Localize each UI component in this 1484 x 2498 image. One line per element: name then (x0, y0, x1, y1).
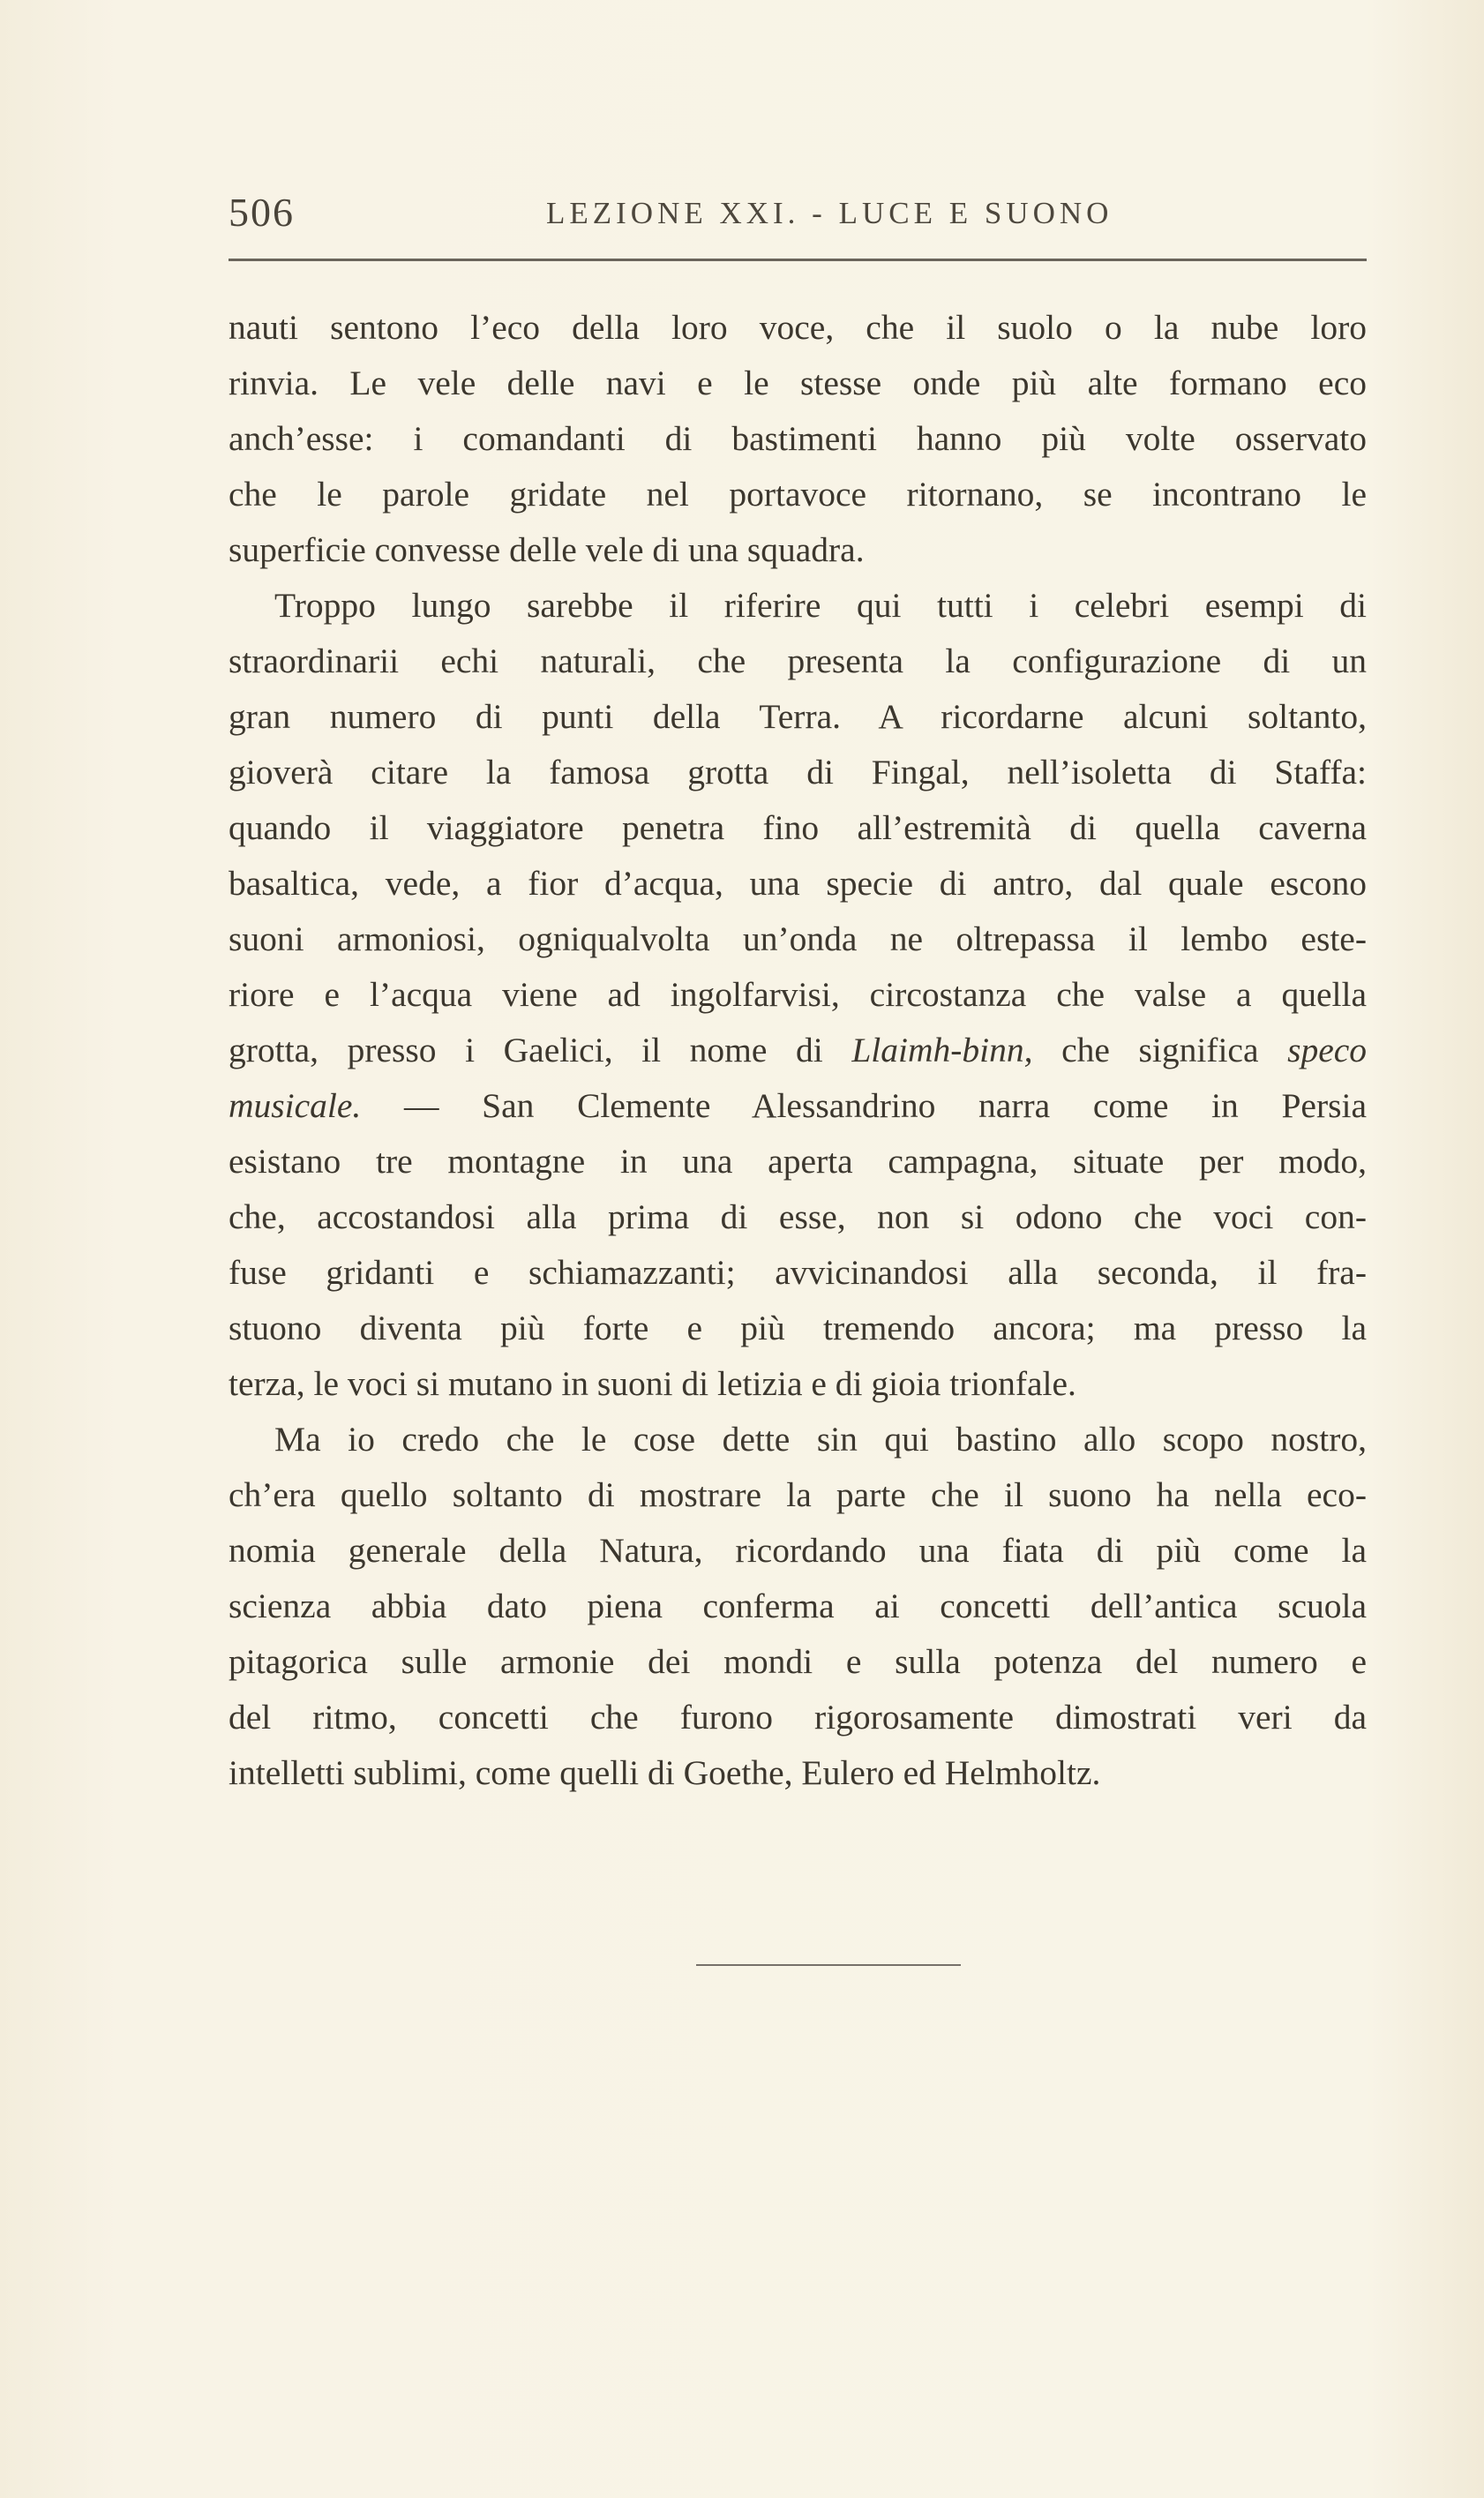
italic-term: musicale. (229, 1086, 362, 1125)
text-line: nauti sentono l’eco della loro voce, che il suolo o la nube loro (229, 308, 1367, 347)
italic-term: Llaimh-binn, (851, 1031, 1033, 1069)
text-line: superficie convesse delle vele di una squadra. (229, 530, 865, 569)
text-line: terza, le voci si mutano in suoni di letizia e di gioia trionfale. (229, 1364, 1076, 1403)
paragraph-1 (229, 300, 1367, 578)
text-line: pitagorica sulle armonie dei mondi e sulla potenza del numero e (229, 1642, 1367, 1681)
text-line: basaltica, vede, a fior d’acqua, una specie di antro, dal quale escono (229, 864, 1367, 903)
text-line: rinvia. Le vele delle navi e le stesse onde più alte formano eco (229, 364, 1367, 402)
text-line: scienza abbia dato piena conferma ai concetti dell’antica scuola (229, 1587, 1367, 1625)
text-line: gioverà citare la famosa grotta di Fingal, nell’isoletta di Staffa: (229, 753, 1367, 791)
text-line: Ma io credo che le cose dette sin qui bastino allo scopo nostro, (274, 1420, 1367, 1459)
text-line: anch’esse: i comandanti di bastimenti hanno più volte osservato (229, 419, 1367, 458)
italic-term: speco (1287, 1031, 1368, 1069)
text-run: — San Clemente Alessandrino narra come in Persia (361, 1086, 1367, 1125)
text-line: straordinarii echi naturali, che presenta la configurazione di un (229, 641, 1367, 680)
header-rule (229, 259, 1367, 261)
text-line: stuono diventa più forte e più tremendo ancora; ma presso la (229, 1309, 1367, 1347)
text-line: gran numero di punti della Terra. A ricordarne alcuni soltanto, (229, 697, 1367, 736)
text-line (229, 1078, 1367, 1134)
text-run: che significa (1032, 1031, 1288, 1069)
text-line: quando il viaggiatore penetra fino all’estremità di quella caverna (229, 808, 1367, 847)
end-rule (696, 1964, 961, 1966)
text-line: che le parole gridate nel portavoce ritornano, se incontrano le (229, 475, 1367, 514)
text-run: grotta, presso i Gaelici, il nome di (229, 1031, 852, 1069)
running-title: LEZIONE XXI. - LUCE E SUONO (546, 196, 1113, 230)
paragraph-3 (229, 1412, 1367, 1801)
text-line: esistano tre montagne in una aperta campagna, situate per modo, (229, 1142, 1367, 1181)
text-line (229, 1023, 1367, 1078)
page-number: 506 (229, 190, 295, 235)
paragraph-2 (229, 578, 1367, 1412)
text-line: fuse gridanti e schiamazzanti; avvicinandosi alla seconda, il fra- (229, 1253, 1367, 1292)
text-line: nomia generale della Natura, ricordando una fiata di più come la (229, 1531, 1367, 1570)
text-line: intelletti sublimi, come quelli di Goethe, Eulero ed Helmholtz. (229, 1753, 1101, 1792)
text-line: suoni armoniosi, ogniqualvolta un’onda ne oltrepassa il lembo este- (229, 919, 1367, 958)
page-header (229, 189, 1367, 238)
text-line: che, accostandosi alla prima di esse, non si odono che voci con- (229, 1197, 1367, 1236)
body-text (229, 300, 1367, 1801)
text-line: del ritmo, concetti che furono rigorosamente dimostrati veri da (229, 1698, 1367, 1737)
text-line: Troppo lungo sarebbe il riferire qui tutti i celebri esempi di (274, 586, 1367, 625)
text-line: ch’era quello soltanto di mostrare la parte che il suono ha nella eco- (229, 1475, 1367, 1514)
text-line: riore e l’acqua viene ad ingolfarvisi, circostanza che valse a quella (229, 975, 1367, 1014)
